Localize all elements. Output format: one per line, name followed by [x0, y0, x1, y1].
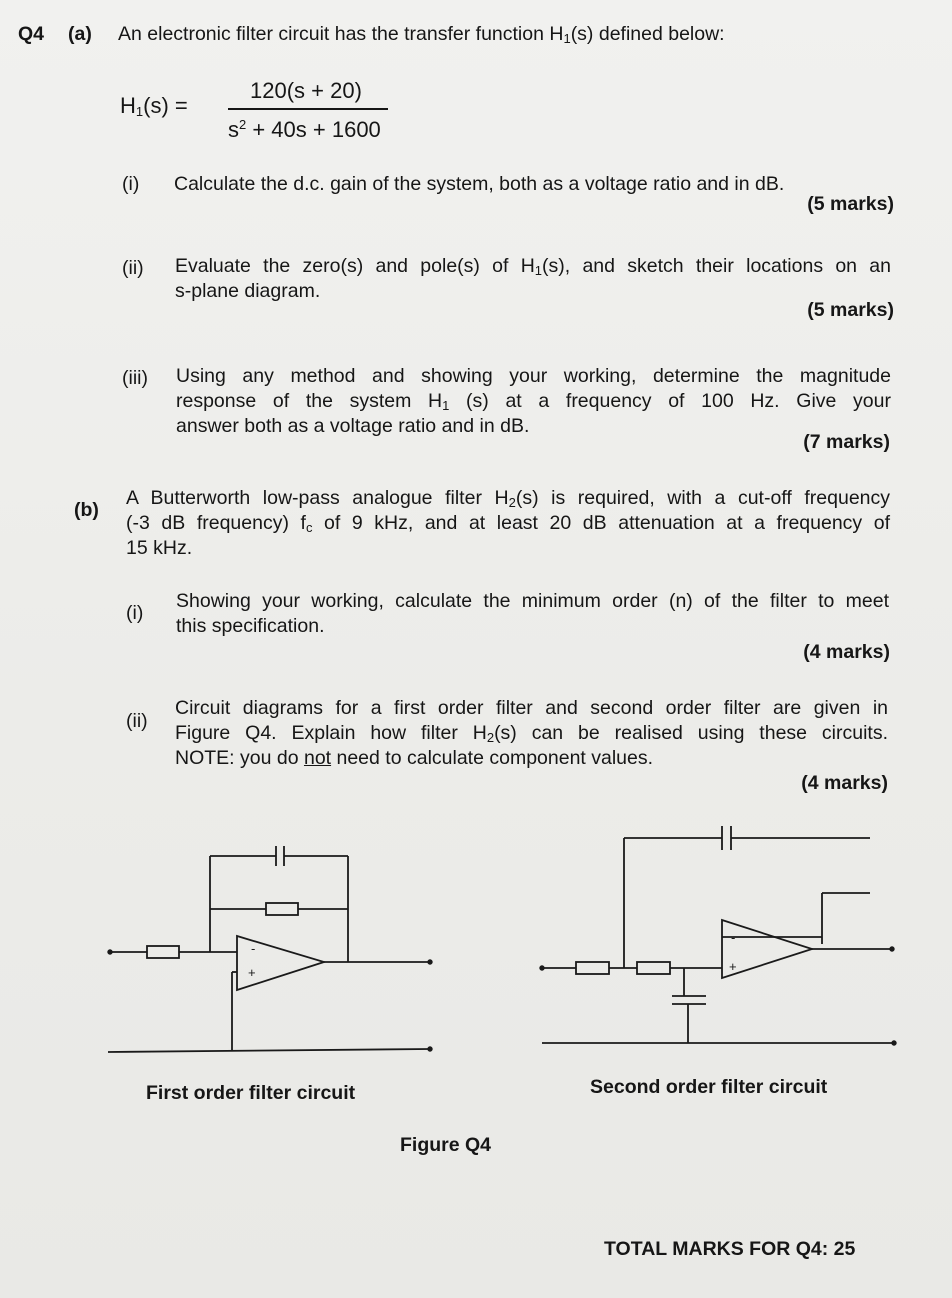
b-ii-sub: 2	[486, 730, 495, 745]
so-input-terminal	[540, 966, 544, 970]
fo-plus-sign: +	[248, 965, 256, 980]
b-ii-line2b: (s) can be realised using these circuits.	[494, 722, 888, 744]
a-ii-line1b: (s), and sketch their locations on an	[542, 255, 891, 277]
b-ii-line1: Circuit diagrams for a first order filter and second order filter are given in	[175, 697, 888, 719]
a-iii-line2b: (s) at a frequency of 100 Hz. Give your	[449, 390, 891, 412]
a-iii-marks: (7 marks)	[803, 431, 890, 453]
b-i-line1: Showing your working, calculate the minimum order (n) of the filter to meet	[176, 590, 889, 612]
b-line1b: (s) is required, with a cut-off frequency	[515, 487, 891, 509]
part-a-intro-end: (s) defined below:	[570, 23, 725, 45]
fo-feedback-resistor	[266, 903, 298, 915]
so-ground-terminal	[892, 1041, 896, 1045]
a-ii-line1a: Evaluate the zero(s) and pole(s) of H	[175, 255, 535, 277]
a-ii-marks: (5 marks)	[807, 299, 894, 321]
question-number: Q4	[18, 23, 45, 45]
b-ii-marks: (4 marks)	[801, 772, 888, 794]
so-resistor-2	[637, 962, 670, 974]
first-order-circuit	[108, 846, 432, 1052]
fo-ground-terminal	[428, 1047, 432, 1051]
second-order-caption: Second order filter circuit	[590, 1076, 828, 1098]
b-i-line2: this specification.	[176, 615, 325, 637]
so-resistor-1	[576, 962, 609, 974]
b-ii-line2a: Figure Q4. Explain how filter H	[175, 722, 487, 744]
b-i-label: (i)	[126, 602, 144, 624]
fo-output-terminal	[428, 960, 432, 964]
formula-lhs-end: (s) =	[143, 93, 188, 118]
second-order-circuit	[540, 826, 896, 1045]
formula-numerator: 120(s + 20)	[250, 78, 362, 103]
denominator-sup: 2	[239, 117, 247, 132]
a-iii-line2a: response of the system H	[176, 390, 443, 412]
b-i-marks: (4 marks)	[803, 641, 890, 663]
b-line1-sub: 2	[508, 495, 516, 510]
b-ii-line3a: NOTE: you do	[175, 747, 304, 769]
part-a-intro-text: An electronic filter circuit has the transfer function H	[118, 23, 564, 45]
a-i-text: Calculate the d.c. gain of the system, both as a voltage ratio and in dB.	[174, 173, 785, 195]
a-iii-line1: Using any method and showing your working, determine the magnitude	[176, 365, 891, 387]
a-i-label: (i)	[122, 173, 140, 195]
a-ii-line2: s-plane diagram.	[175, 280, 321, 302]
fo-ground-rail	[108, 1049, 430, 1052]
b-line2a: (-3 dB frequency) f	[126, 512, 306, 534]
part-a-intro-sub: 1	[563, 31, 571, 46]
figure-title: Figure Q4	[400, 1134, 492, 1156]
so-plus-sign: +	[729, 959, 737, 974]
a-iii-label: (iii)	[122, 367, 148, 389]
a-ii-label: (ii)	[122, 257, 144, 279]
fo-input-resistor	[147, 946, 179, 958]
a-iii-line3: answer both as a voltage ratio and in dB.	[176, 415, 530, 437]
b-line3: 15 kHz.	[126, 537, 193, 559]
formula-lhs-sub: 1	[135, 104, 144, 119]
b-ii-underlined-not: not	[303, 747, 332, 769]
b-ii-label: (ii)	[126, 710, 148, 732]
b-line2b: of 9 kHz, and at least 20 dB attenuation at a frequency of	[312, 512, 891, 534]
denominator-rest: + 40s + 1600	[246, 117, 381, 142]
b-line1a: A Butterworth low-pass analogue filter H	[126, 487, 509, 509]
b-ii-line3b: need to calculate component values.	[331, 747, 654, 769]
fo-input-terminal	[108, 950, 112, 954]
fo-minus-sign: -	[251, 941, 256, 956]
a-i-marks: (5 marks)	[807, 193, 894, 215]
denominator-s: s	[228, 117, 239, 142]
total-marks: TOTAL MARKS FOR Q4: 25	[604, 1238, 856, 1260]
part-a-label: (a)	[68, 23, 92, 45]
formula-lhs-h: H	[120, 93, 136, 118]
a-ii-sub: 1	[534, 263, 543, 278]
so-output-terminal	[890, 947, 894, 951]
a-iii-sub: 1	[442, 398, 450, 413]
part-b-label: (b)	[74, 499, 99, 521]
b-line2-sub: c	[305, 520, 313, 535]
so-minus-sign: -	[731, 930, 736, 945]
first-order-caption: First order filter circuit	[146, 1082, 356, 1104]
